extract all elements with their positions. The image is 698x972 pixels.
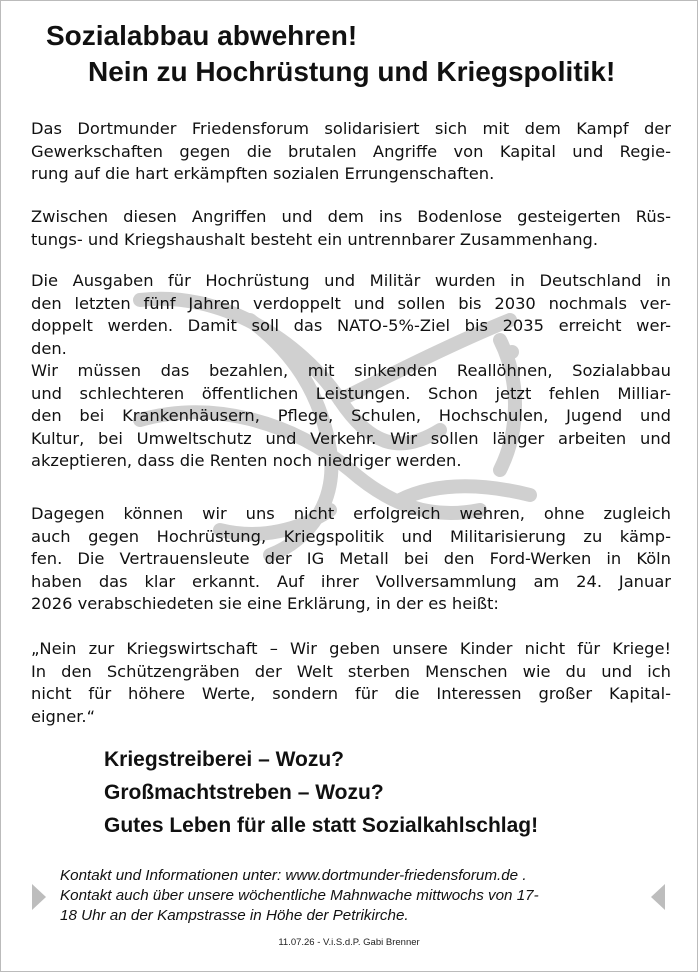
slogan-1: Kriegstreiberei – Wozu? xyxy=(104,748,345,771)
text-line: den letzten fünf Jahren verdoppelt und sollen bis 2030 nochmals ver- xyxy=(31,293,671,313)
paragraph-1 xyxy=(31,118,671,186)
slogan-2: Großmachtstreben – Wozu? xyxy=(104,781,384,804)
headline-line-2: Nein zu Hochrüstung und Kriegspolitik! xyxy=(88,56,616,87)
imprint-footer: 11.07.26 - V.i.S.d.P. Gabi Brenner xyxy=(278,937,420,948)
contact-line: Kontakt auch über unsere wöchentliche Mahnwache mittwochs von 17- xyxy=(60,887,539,904)
text-line: und schlechteren öffentlichen Leistungen. Schon jetzt fehlen Milliar- xyxy=(31,383,671,403)
triangle-right-icon xyxy=(651,884,665,910)
text-line: haben das klar erkannt. Auf ihrer Vollversammlung am 24. Januar xyxy=(31,571,671,591)
slogan-3: Gutes Leben für alle statt Sozialkahlschlag! xyxy=(104,814,539,837)
text-line: In den Schützengräben der Welt sterben Menschen wie du und ich xyxy=(31,661,671,681)
quote-paragraph xyxy=(31,638,671,728)
text-line: akzeptieren, dass die Renten noch niedriger werden. xyxy=(31,451,462,470)
paragraph-3 xyxy=(31,270,671,473)
text-line: Gewerkschaften gegen die brutalen Angriffe von Kapital und Regie- xyxy=(31,141,671,161)
text-line: Zwischen diesen Angriffen und dem ins Bodenlose gesteigerten Rüs- xyxy=(31,207,671,226)
headline-line-1: Sozialabbau abwehren! xyxy=(46,20,358,51)
text-line: rung auf die hart erkämpften sozialen Errungenschaften. xyxy=(31,164,495,183)
text-line: den. xyxy=(31,338,67,358)
text-line: nicht für höhere Werte, sondern für die Interessen großer Kapital- xyxy=(31,684,671,703)
text-line: „Nein zur Kriegswirtschaft – Wir geben unsere Kinder nicht für Kriege! xyxy=(31,639,671,658)
text-line: Die Ausgaben für Hochrüstung und Militär wurden in Deutschland in xyxy=(31,271,671,290)
paragraph-2 xyxy=(31,206,671,251)
text-line: Das Dortmunder Friedensforum solidarisiert sich mit dem Kampf der xyxy=(31,119,671,138)
text-line: tungs- und Kriegshaushalt besteht ein untrennbarer Zusammenhang. xyxy=(31,229,599,249)
text-line: eigner.“ xyxy=(31,706,96,726)
contact-line: 18 Uhr an der Kampstrasse in Höhe der Petrikirche. xyxy=(60,907,409,924)
text-line: Dagegen können wir uns nicht erfolgreich wehren, ohne zugleich xyxy=(31,504,671,523)
text-line: auch gegen Hochrüstung, Kriegspolitik und Militarisierung zu kämp- xyxy=(31,526,671,546)
text-line: 2026 verabschiedeten sie eine Erklärung, in der es heißt: xyxy=(31,594,499,613)
contact-info xyxy=(60,866,640,926)
text-line: Kultur, bei Umweltschutz und Verkehr. Wir sollen länger arbeiten und xyxy=(31,428,671,448)
text-line: Wir müssen das bezahlen, mit sinkenden Reallöhnen, Sozialabbau xyxy=(31,361,671,380)
text-line: fen. Die Vertrauensleute der IG Metall bei den Ford-Werken in Köln xyxy=(31,549,671,568)
triangle-left-icon xyxy=(32,884,46,910)
paragraph-4 xyxy=(31,503,671,616)
contact-line: Kontakt und Informationen unter: www.dortmunder-friedensforum.de . xyxy=(60,867,527,884)
text-line: den bei Krankenhäusern, Pflege, Schulen, Hochschulen, Jugend und xyxy=(31,406,671,425)
text-line: doppelt werden. Damit soll das NATO-5%-Ziel bis 2035 erreicht wer- xyxy=(31,316,671,335)
